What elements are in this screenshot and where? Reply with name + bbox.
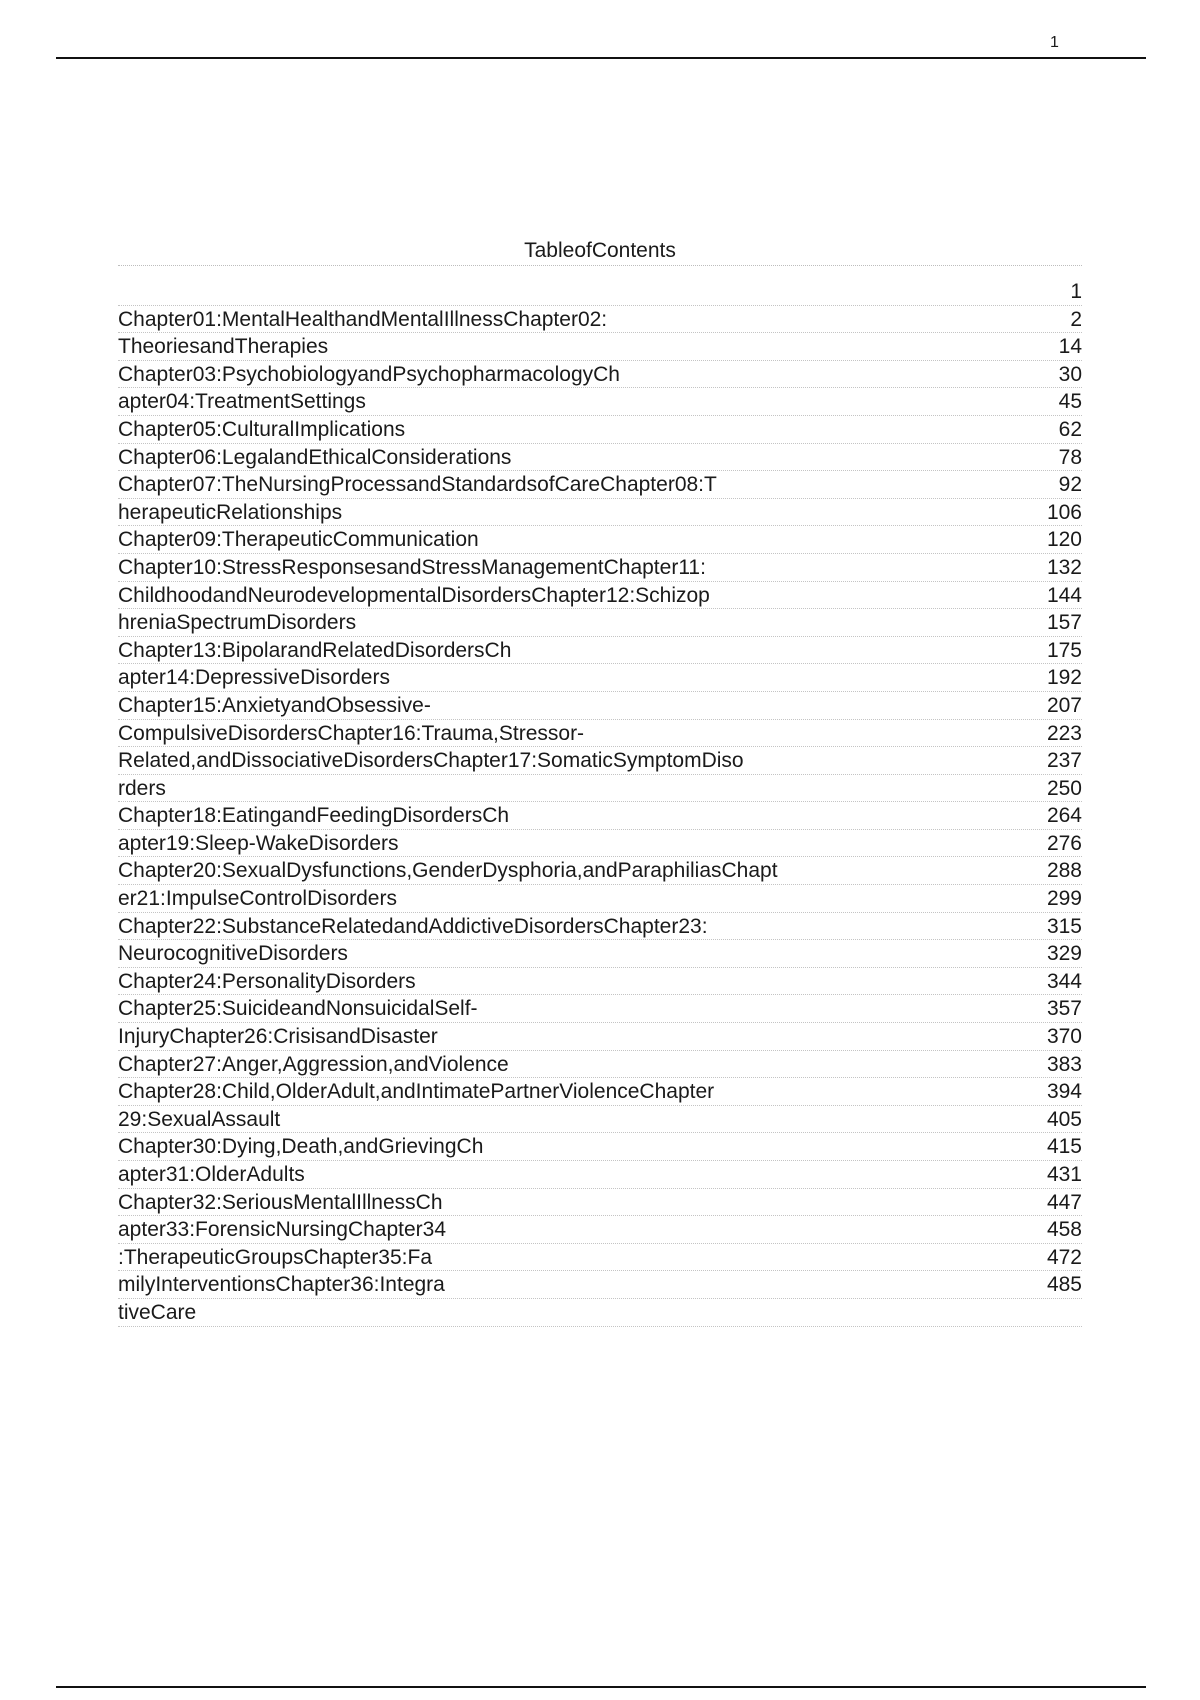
toc-page-number: 120: [1046, 528, 1082, 552]
toc-page-number: 315: [1046, 914, 1082, 938]
toc-entry-line: TheoriesandTherapies: [118, 335, 329, 359]
toc-entry-line: Chapter28:Child,OlderAdult,andIntimatePartnerViolenceChapter: [118, 1080, 715, 1104]
toc-entry-line: NeurocognitiveDisorders: [118, 942, 348, 966]
toc-entry-line: 29:SexualAssault: [118, 1107, 281, 1131]
toc-page-number: 144: [1046, 583, 1082, 607]
toc-entries: [118, 278, 878, 1327]
toc-page-number: 106: [1046, 500, 1082, 524]
toc-entry-line: Chapter01:MentalHealthandMentalIllnessChapter02:: [118, 307, 608, 331]
toc-entry-line: Chapter32:SeriousMentalIllnessCh: [118, 1190, 443, 1214]
header-rule: [56, 57, 1146, 59]
toc-page-number: 431: [1046, 1163, 1082, 1186]
toc-entry-line: rders: [118, 776, 166, 800]
toc-page-number: 250: [1046, 776, 1082, 800]
table-of-contents: [118, 236, 1082, 1324]
toc-page-number: 192: [1046, 666, 1082, 690]
footer-rule: [56, 1686, 1146, 1688]
toc-entry-line: Chapter24:PersonalityDisorders: [118, 969, 416, 993]
toc-entry-line: milyInterventionsChapter36:Integra: [118, 1273, 445, 1297]
toc-page-number: 62: [1058, 417, 1082, 441]
toc-page-number: 207: [1046, 693, 1082, 717]
toc-entry-line: Chapter18:EatingandFeedingDisordersCh: [118, 804, 510, 828]
toc-entry-line: tiveCare: [118, 1300, 197, 1324]
toc-entry-line: Chapter10:StressResponsesandStressManagementChapter11:: [118, 555, 706, 579]
toc-page-number: 344: [1046, 969, 1082, 993]
toc-entry-line: apter04:TreatmentSettings: [118, 390, 366, 414]
toc-entry-line: ChildhoodandNeurodevelopmentalDisordersChapter12:Schizop: [118, 583, 710, 607]
toc-page-number: 276: [1046, 831, 1082, 855]
toc-page-number: 132: [1046, 555, 1082, 579]
toc-entry-line: Chapter07:TheNursingProcessandStandardsofCareChapter08:T: [118, 473, 717, 497]
toc-entry-line: herapeuticRelationships: [118, 500, 343, 524]
page-number: 1: [1050, 34, 1059, 51]
toc-page-number: 92: [1058, 473, 1082, 497]
toc-page-number: 264: [1046, 804, 1082, 828]
toc-page-number: 329: [1046, 942, 1082, 966]
toc-entry-line: Chapter03:PsychobiologyandPsychopharmacologyCh: [118, 362, 620, 386]
toc-page-number: 357: [1046, 997, 1082, 1021]
toc-page-number: 299: [1046, 887, 1082, 911]
toc-page-number: 2: [1070, 307, 1082, 331]
toc-page-number: 415: [1046, 1135, 1082, 1159]
toc-entry-line: Chapter20:SexualDysfunctions,GenderDysphoria,andParaphiliasChapt: [118, 859, 778, 883]
toc-entry-line: Chapter09:TherapeuticCommunication: [118, 528, 479, 552]
toc-page-number: 472: [1046, 1245, 1082, 1269]
toc-page-number: 157: [1046, 611, 1082, 635]
toc-page-number: 447: [1046, 1190, 1082, 1214]
toc-entry-line: Chapter30:Dying,Death,andGrievingCh: [118, 1135, 484, 1159]
toc-page-number: 175: [1046, 638, 1082, 662]
toc-entry-line: apter19:Sleep-WakeDisorders: [118, 831, 399, 855]
toc-page-number: 223: [1046, 721, 1082, 745]
toc-page-number: 78: [1058, 445, 1082, 469]
toc-entry-line: Chapter13:BipolarandRelatedDisordersCh: [118, 638, 512, 662]
toc-page-number: 383: [1046, 1052, 1082, 1076]
toc-page-number: 485: [1046, 1273, 1082, 1297]
toc-page-number: 45: [1058, 390, 1082, 414]
toc-entry-line: er21:ImpulseControlDisorders: [118, 887, 397, 911]
toc-entry-line: InjuryChapter26:CrisisandDisaster: [118, 1025, 438, 1049]
toc-page-number: 288: [1046, 859, 1082, 883]
toc-entry-line: apter14:DepressiveDisorders: [118, 666, 390, 690]
toc-entry-line: :TherapeuticGroupsChapter35:Fa: [118, 1245, 433, 1269]
toc-page-numbers: [882, 278, 1082, 1299]
toc-page-number: 394: [1046, 1080, 1082, 1104]
toc-entry-line: [118, 278, 878, 306]
toc-page-number: 14: [1058, 335, 1082, 359]
toc-entry-line: Chapter25:SuicideandNonsuicidalSelf-: [118, 997, 478, 1021]
toc-entry-line: hreniaSpectrumDisorders: [118, 611, 357, 635]
toc-title: TableofContents: [118, 236, 1082, 266]
toc-page-number: 30: [1058, 362, 1082, 386]
toc-entry-line: apter33:ForensicNursingChapter34: [118, 1218, 447, 1242]
toc-page-number: 370: [1046, 1025, 1082, 1049]
toc-entry-line: Chapter15:AnxietyandObsessive-: [118, 693, 431, 717]
toc-page-number: 237: [1046, 749, 1082, 773]
toc-entry-line: Related,andDissociativeDisordersChapter17:SomaticSymptomDiso: [118, 749, 744, 773]
toc-page-number: 405: [1046, 1107, 1082, 1131]
toc-entry-line: Chapter05:CulturalImplications: [118, 417, 406, 441]
toc-entry-line: Chapter22:SubstanceRelatedandAddictiveDisordersChapter23:: [118, 914, 708, 938]
toc-entry-line: CompulsiveDisordersChapter16:Trauma,Stressor-: [118, 721, 585, 745]
toc-entry-line: Chapter27:Anger,Aggression,andViolence: [118, 1052, 509, 1076]
toc-page-number: 1: [1070, 280, 1082, 303]
toc-entry-line: Chapter06:LegalandEthicalConsiderations: [118, 445, 512, 469]
toc-entry-line: apter31:OlderAdults: [118, 1163, 305, 1186]
toc-page-number: 458: [1046, 1218, 1082, 1242]
